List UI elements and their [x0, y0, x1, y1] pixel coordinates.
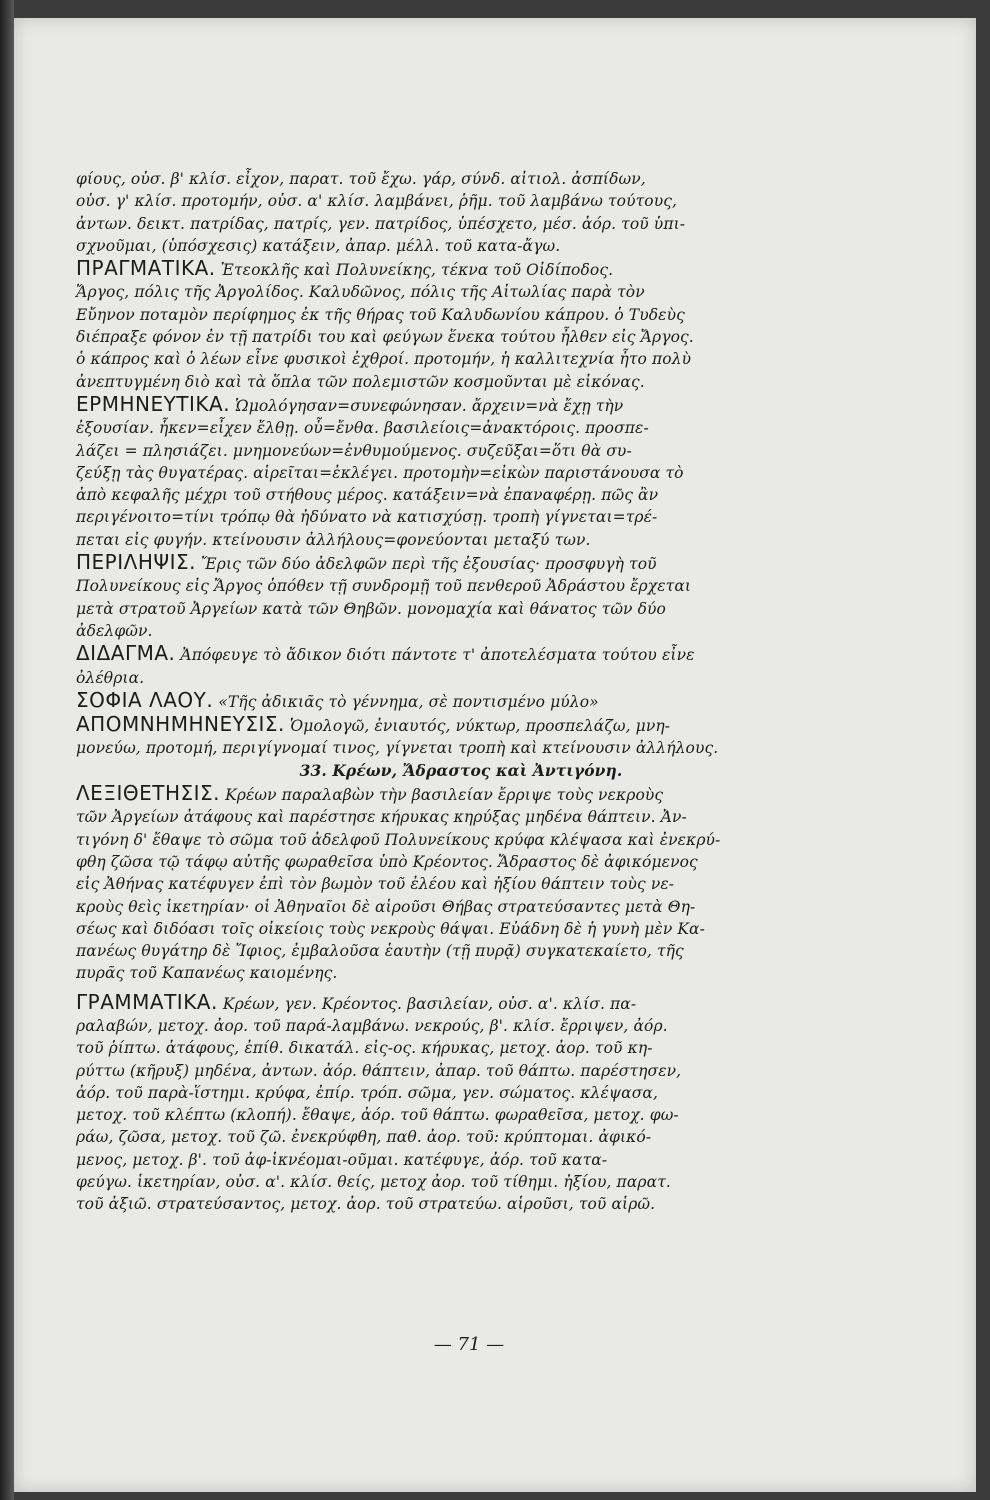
- text-line: ὀλέθρια.: [76, 668, 145, 687]
- text-line: ἀντων. δεικτ. πατρίδας, πατρίς, γεν. πατρίδος, ὑπέσχετο, μέσ. ἀόρ. τοῦ ὑπι-: [76, 214, 686, 233]
- chapter-title: 33. Κρέων, Ἄδραστος καὶ Ἀντιγόνη.: [299, 760, 623, 780]
- text-line: λάζει = πλησιάζει. μνημονεύων=ἐνθυμούμενος. συζεῦξαι=ὅτι θὰ συ-: [76, 441, 632, 460]
- text-line: τῶν Ἀργείων ἀτάφους καὶ παρέστησε κήρυκας κηρύξας μηδένα θάπτειν. Ἀν-: [76, 808, 687, 827]
- text-line: ραλαβών, μετοχ. ἀορ. τοῦ παρά-λαμβάνω. νεκρούς, β'. κλίσ. ἔρριψεν, ἀόρ.: [76, 1016, 668, 1035]
- text-line: Εὔηνον ποταμὸν περίφημος ἐκ τῆς θήρας τοῦ Καλυδωνίου κάπρου. ὁ Τυδεὺς: [76, 305, 685, 324]
- section-heading: ΠΕΡΙΛΗΨΙΣ.: [76, 550, 196, 575]
- page-text: [76, 168, 846, 1216]
- sofia-section: [76, 689, 846, 713]
- text-line: πεται εἰς φυγήν. κτείνουσιν ἀλλήλους=φονεύονται μεταξύ των.: [76, 530, 591, 549]
- text-run: Ἐτεοκλῆς καὶ Πολυνείκης, τέκνα τοῦ Οἰδίποδος.: [220, 261, 614, 280]
- book-page: [14, 18, 976, 1492]
- text-line: ἀνεπτυγμένη διὸ καὶ τὰ ὅπλα τῶν πολεμιστῶν κοσμοῦνται μὲ εἰκόνας.: [76, 372, 645, 391]
- text-line: τοῦ ῥίπτω. ἀτάφους, ἐπίθ. δικατάλ. εἰς-ος. κήρυκας, μετοχ. ἀορ. τοῦ κη-: [76, 1039, 653, 1058]
- text-line: φεύγω. ἱκετηρίαν, οὐσ. α'. κλίσ. θείς, μετοχ ἀορ. τοῦ τίθημι. ἠξίου, παρατ.: [76, 1173, 671, 1192]
- text-line: τοῦ ἀξιῶ. στρατεύσαντος, μετοχ. ἀορ. τοῦ στρατεύω. αἱροῦσι, τοῦ αἱρῶ.: [76, 1195, 656, 1214]
- text-line: ζεύξῃ τὰς θυγατέρας. αἱρεῖται=ἐκλέγει. προτομὴν=εἰκὼν παριστάνουσα τὸ: [76, 463, 684, 482]
- section-heading: ΛΕΞΙΘΕΤΗΣΙΣ.: [76, 781, 221, 806]
- text-line: πανέως θυγάτηρ δὲ Ἴφιος, ἐμβαλοῦσα ἑαυτὴν (τῇ πυρᾷ) συγκατεκαίετο, τῆς: [76, 942, 684, 961]
- text-line: ἀδελφῶν.: [76, 621, 153, 640]
- section-heading: ΑΠΟΜΝΗΜΗΝΕΥΣΙΣ.: [76, 712, 285, 737]
- text-line: πυρᾶς τοῦ Καπανέως καιομένης.: [76, 964, 338, 983]
- text-line: εἰς Ἀθήνας κατέφυγεν ἐπὶ τὸν βωμὸν τοῦ ἐλέου καὶ ἠξίου θάπτειν τοὺς νε-: [76, 875, 675, 894]
- section-heading: ΣΟΦΙΑ ΛΑΟΥ.: [76, 687, 214, 712]
- text-run: Κρέων παραλαβὼν τὴν βασιλείαν ἔρριψε τοὺς νεκροὺς: [225, 786, 664, 805]
- text-line: ράω, ζῶσα, μετοχ. τοῦ ζῶ. ἐνεκρύφθη, παθ. ἀορ. τοῦ: κρύπτομαι. ἀφικό-: [76, 1128, 652, 1147]
- text-line: κροὺς θεὶς ἱκετηρίαν· οἱ Ἀθηναῖοι δὲ αἱροῦσι Θήβας στρατεύσαντες μετὰ Θη-: [76, 897, 696, 916]
- text-line: φίους, οὐσ. β' κλίσ. εἶχον, παρατ. τοῦ ἔχω. γάρ, σύνδ. αἰτιολ. ἀσπίδων,: [76, 170, 646, 188]
- section-heading: ΔΙΔΑΓΜΑ.: [76, 641, 176, 666]
- section-heading: ΓΡΑΜΜΑΤΙΚΑ.: [76, 989, 218, 1014]
- text-run: Ἀπόφευγε τὸ ἄδικον διότι πάντοτε τ' ἀποτελέσματα τούτου εἶνε: [180, 646, 695, 665]
- text-run: Κρέων, γεν. Κρέοντος. βασιλείαν, οὐσ. α'. κλίσ. πα-: [222, 994, 637, 1013]
- page-number: — 71 —: [433, 1334, 505, 1355]
- perilipsis-section: [76, 551, 846, 575]
- text-line: ὁ κάπρος καὶ ὁ λέων εἶνε φυσικοὶ ἐχθροί. προτομήν, ἡ καλλιτεχνία ἦτο πολὺ: [76, 350, 692, 369]
- text-line: ἐξουσίαν. ἧκεν=εἶχεν ἔλθῃ. οὗ=ἔνθα. βασιλείοις=ἀνακτόροις. προσπε-: [76, 419, 649, 438]
- text-line: ἀόρ. τοῦ παρὰ-ἵστημι. κρύφα, ἐπίρ. τρόπ. σῶμα, γεν. σώματος. κλέψασα,: [76, 1083, 658, 1102]
- text-line: ρύττω (κῆρυξ) μηδένα, ἀντων. ἀόρ. θάπτειν, ἀπαρ. τοῦ θάπτω. παρέστησεν,: [76, 1061, 682, 1080]
- text-line: ἀπὸ κεφαλῆς μέχρι τοῦ στήθους μέρος. κατάξειν=νὰ ἐπαναφέρῃ. πῶς ἂν: [76, 486, 659, 505]
- text-line: μονεύω, προτομή, περιγίγνομαί τινος, γίγνεται τροπὴ καὶ κτείνουσιν ἀλλήλους.: [76, 739, 719, 758]
- text-line: σχνοῦμαι, (ὑπόσχεσις) κατάξειν, ἀπαρ. μέλλ. τοῦ κατα-ἄγω.: [76, 236, 561, 255]
- text-line: Ἄργος, πόλις τῆς Ἀργολίδος. Καλυδῶνος, πόλις τῆς Αἰτωλίας παρὰ τὸν: [76, 283, 645, 302]
- text-run: Ἔρις τῶν δύο ἀδελφῶν περὶ τῆς ἐξουσίας· προσφυγὴ τοῦ: [201, 555, 657, 574]
- text-run: Ὁμολογῶ, ἐνιαυτός, νύκτωρ, προσπελάζω, μνη-: [289, 717, 671, 736]
- text-line: περιγένοιτο=τίνι τρόπῳ θὰ ἠδύνατο νὰ κατισχύσῃ. τροπὴ γίγνεται=τρέ-: [76, 508, 658, 527]
- lexithetisis-section: [76, 782, 846, 806]
- text-line: Πολυνείκους εἰς Ἄργος ὁπόθεν τῇ συνδρομῇ τοῦ πενθεροῦ Ἀδράστου ἔρχεται: [76, 577, 692, 596]
- text-run: Ὡμολόγησαν=συνεφώνησαν. ἄρχειν=νὰ ἔχῃ τὴν: [235, 396, 624, 415]
- section-heading: ΠΡΑΓΜΑΤΙΚΑ.: [76, 256, 216, 281]
- text-line: οὐσ. γ' κλίσ. προτομήν, οὐσ. α' κλίσ. λαμβάνει, ῥῆμ. τοῦ λαμβάνω τούτους,: [76, 192, 678, 211]
- grammatika-section: [76, 991, 846, 1015]
- text-line: φθη ζῶσα τῷ τάφῳ αὐτῆς φωραθεῖσα ὑπὸ Κρέοντος. Ἄδραστος δὲ ἀφικόμενος: [76, 852, 698, 871]
- ermineutika-section: [76, 393, 846, 417]
- text-run: «Τῆς ἀδικιᾶς τὸ γέννημα, σὲ ποντισμένο μύλο»: [218, 692, 599, 711]
- book-gutter: [0, 0, 14, 1500]
- pragmatika-section: [76, 257, 846, 281]
- text-line: σέως καὶ διδόασι τοῖς οἰκείοις τοὺς νεκροὺς θάψαι. Εὐάδνη δὲ ἡ γυνὴ μὲν Κα-: [76, 919, 705, 938]
- section-heading: ΕΡΜΗΝΕΥΤΙΚΑ.: [76, 391, 231, 416]
- text-line: μετοχ. τοῦ κλέπτω (κλοπή). ἔθαψε, ἀόρ. τοῦ θάπτω. φωραθεῖσα, μετοχ. φω-: [76, 1106, 679, 1125]
- text-line: τιγόνη δ' ἔθαψε τὸ σῶμα τοῦ ἀδελφοῦ Πολυνείκους κρύφα κλέψασα καὶ ἐνεκρύ-: [76, 830, 721, 849]
- text-line: διέπραξε φόνον ἐν τῇ πατρίδι του καὶ φεύγων ἕνεκα τούτου ἦλθεν εἰς Ἄργος.: [76, 328, 694, 347]
- text-line: μετὰ στρατοῦ Ἀργείων κατὰ τῶν Θηβῶν. μονομαχία καὶ θάνατος τῶν δύο: [76, 599, 666, 618]
- apomnimoneusis-section: [76, 713, 846, 737]
- text-line: μενος, μετοχ. β'. τοῦ ἀφ-ἱκνέομαι-οῦμαι. κατέφυγε, ἀόρ. τοῦ κατα-: [76, 1150, 608, 1169]
- didagma-section: [76, 642, 846, 666]
